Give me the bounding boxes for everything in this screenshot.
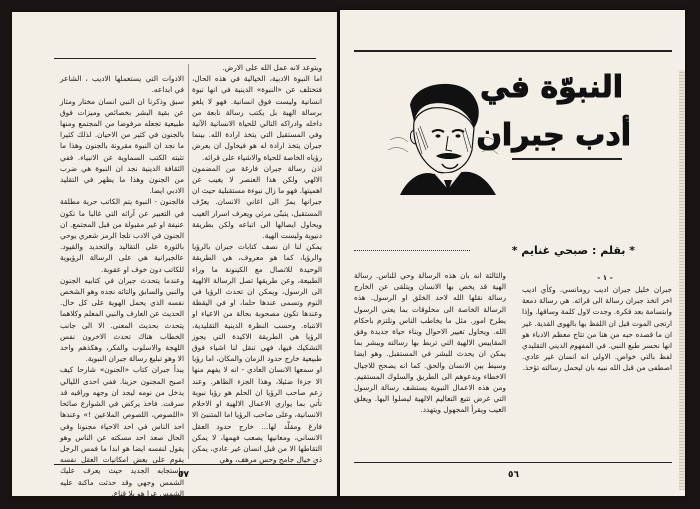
byline-rule <box>354 250 470 252</box>
article-lead <box>354 270 676 456</box>
page-number: ٥٦ <box>508 470 519 480</box>
title-line-1: النبوّة في <box>480 70 623 105</box>
bottom-rule <box>354 462 672 463</box>
left-page-right-column: ويتوعد لانه عمل الله على الارض. اما النبوة الادبية، الخيالية في هذه الحال، فتختلف عن «النبوة» الدينية في انها نبوة انسانية وليست فوق انسانية. فهو لا يلغو برسالة الهية بل يكتب رسالة نابعة من داخله وادراكه التالي للحياة الانسانية الآتية وفي المستقبل التي يتخذ ارادة الله. بينما جبران يتخذ ارادة له هو فيحاول ان يعرض رؤياه الخاصة للحياة والاشياء على قرائه. اذن رسالة جبران فارغة من المضمون الالهي ولكن هذا العنصر لا يغيب عن اهميتها. فهو ما زال نبوءة مستقبلية حيث ان جبرانها يمرّ الى اغاني الانسان. يعرّف المستقبل، يتبنّى مرئي ويعرف اسرار الغيب ويحاول ايصالها الى اتباعه ولكن بطريقة دنيوية وليست الهية. يمكن لنا ان نصف كتابات جبران بالرؤيا والرؤيا، كما هو معروف، هي الطريقة الوحيدة للاتصال مع الكينونة ما وراء الطبيعة، وعن طريقها تصل الرسالة الالهية الى الرسول، ويمكن ان تحدث الرؤيا في النوم وتسمى عندها حلما، او في اليقظة وعندها تكون مصحوبة بحالة من الاعياء او الانتباه. وحسب النظرة الدينية التقليدية، الرؤيا هي الطريقة الاكيدة التي يجوز التشكيك فيها، فهي تنقل لنا اشياء فوق طبيعية خارج حدود الزمان والمكان، اما رؤيا او سمعها الانسان العادي - انه لا يفهم منها الا جزءا ضئيلا، وهذا الجزء الظاهر. وعند زعم صاحب الرؤيا ان الحلم هو رؤيا نبوية تأتي بما يوازي الاعمال الالهية او الاحلام الانسانية، وعلى صاحب الرؤيا اما المتنبئ الا فارغ ومقلّد لها... خارج حدود العقل الانساني، ومعانيها يصعب فهمها، لا يمكن التقاطها الا من قبل انسان غير عادي، يمكن ذي خيال جامح وحس مرهف، وهي <box>192 63 322 465</box>
lead-right-column: جبران خليل جبران اديب رومانسي. وكأي اديب اخر اتخذ جبران رسالة الى قرائه. هي رسالة دمعة وابتسامة بعد فكرة. وجدت لاول كلمة وساقها. وإذا ارتجى الموت قبل ان اللفظ بها بالهوى القدية. غير ان ما قصده حبه من هنا من تتاج معظم الادباء هو انها نحسر طبع النبي. في المفهوم الديني التقليدي لفظ بالتي خواص. الاولى انه انسان غير عادي. اصطفى من قبل الله نبيه بان ليحمل رسالته تؤخذ. <box>522 285 672 373</box>
title-underline <box>512 158 622 160</box>
left-page <box>12 12 337 496</box>
top-rule <box>54 58 316 59</box>
left-page-left-column-text: الادوات التي يستعملها الاديب ، الشاعر في ابداعه. سبق وذكرنا ان النبي انسان مختار ومتاز عن بقية البشر بخصائص وميزات فوق طبيعية تجعله مرفوضا من المجتمع ومنها بالجنون في كثير من الاحيان. لذلك كثيرا ما نجد ان النبوة مقرونة بالجنون وهذا ما تثبته الكتب السماوية عن الانبياء. ففي الثقافة الدينية نجد ان النبوة هي ضرب من الجنون وهذا ما يظهر في التقليد الادبي ايضا. فالجنون - النبوة يتم الكاتب حرية مطلقة في التعبير عن آرائه التي غالبا ما تكون عنيفة او غير مقبولة من قبل المجتمع. ان الجنون في الادب تلجا الرمز شعري يوحي بالثورة على التقاليد والتحديد والقيود. عالجبرانية هي على الرسالة الرؤيوية للكاتب دون خوف او عقوبة. وعندما يتحدث جبران في كتابيه الجنون والنبي والسابق والتائه نجده وهو الشخص نفسه الذي يحمل الهوية على كل حال. الحديث عن العارف والنبي المعلم وكلاهما يتحدث بحديث المعنى. الا الى جانب الخطاب هناك تحدث الاخرون نفس اللهجة والاسلوب والفكر، وهكذهم واحد الا وهو تبليغ رسالة جبران النبوية. يبدأ جبران كتاب «الجنون» شارحا كيف اصبح المجنون حزينا. ففي احدى الليالي يدخل من نومه ليجد ان وجهه وراقبه قد سرقت. فاخذ يركض في الشوارع صائحا «اللصوص، اللصوص الملاعين !» وعندها احد الناس في احد الاحياء مجنونا وفي الحال صعد احد مسكته عن الناس وهو يقول لنفسه ايضا هو ابدا ما فمس الرجل يقوم على بعض امكانيات العقل نفسه واستجابه الجديد حيث يعرف عليك الشمس وجهي وقد حدثت ماكنة عليه الشمس عرا هو بلا قناع. <box>60 74 184 498</box>
page-number: ٥٧ <box>178 470 189 480</box>
section-marker: - ١ - <box>597 273 613 282</box>
byline: * بقلم : صبحي غنايم * <box>511 244 635 257</box>
bottom-rule <box>54 464 316 465</box>
lead-left-column: والثالثة انه بان هذه الرسالة وحي للناس. رسالة الهية قد يخص بها الانسان ويتلقى عن الخارج رسالة نقلها الله لاحد الخلق او الرسول. هذه الرسالة الخاصة الى مخلوقات بما يعني الرسول يطرح امور. مثل ما يخاطب الناس ونلتزم باحكام الله. ويحاول تغيير الاحوال وبناء حياة جديدة وفق المقاييس الالهية التي تربط بها رسالته ويبشر بما يمكن ان يحدث للبشر في المستقبل. وهو ايضا وسيط بين الانسان والحق. كما انه يصحح للاجيال الاخطاء ويدعوهم الى الطريق والسلوك المستقيم. ومن هذه الاعمال النبوية يستشف رسالة الرسول التي غرض تتبع التعاليم الالهية ليصلوا اليها. ويعلق الغيب ويقرأ المجهول ويتهدد. <box>354 271 506 415</box>
column-divider <box>188 64 189 459</box>
title-line-2: أدب جبران <box>476 118 631 153</box>
right-page <box>340 10 685 496</box>
page-edge-stack <box>679 70 685 490</box>
title-top-rule <box>354 50 672 52</box>
